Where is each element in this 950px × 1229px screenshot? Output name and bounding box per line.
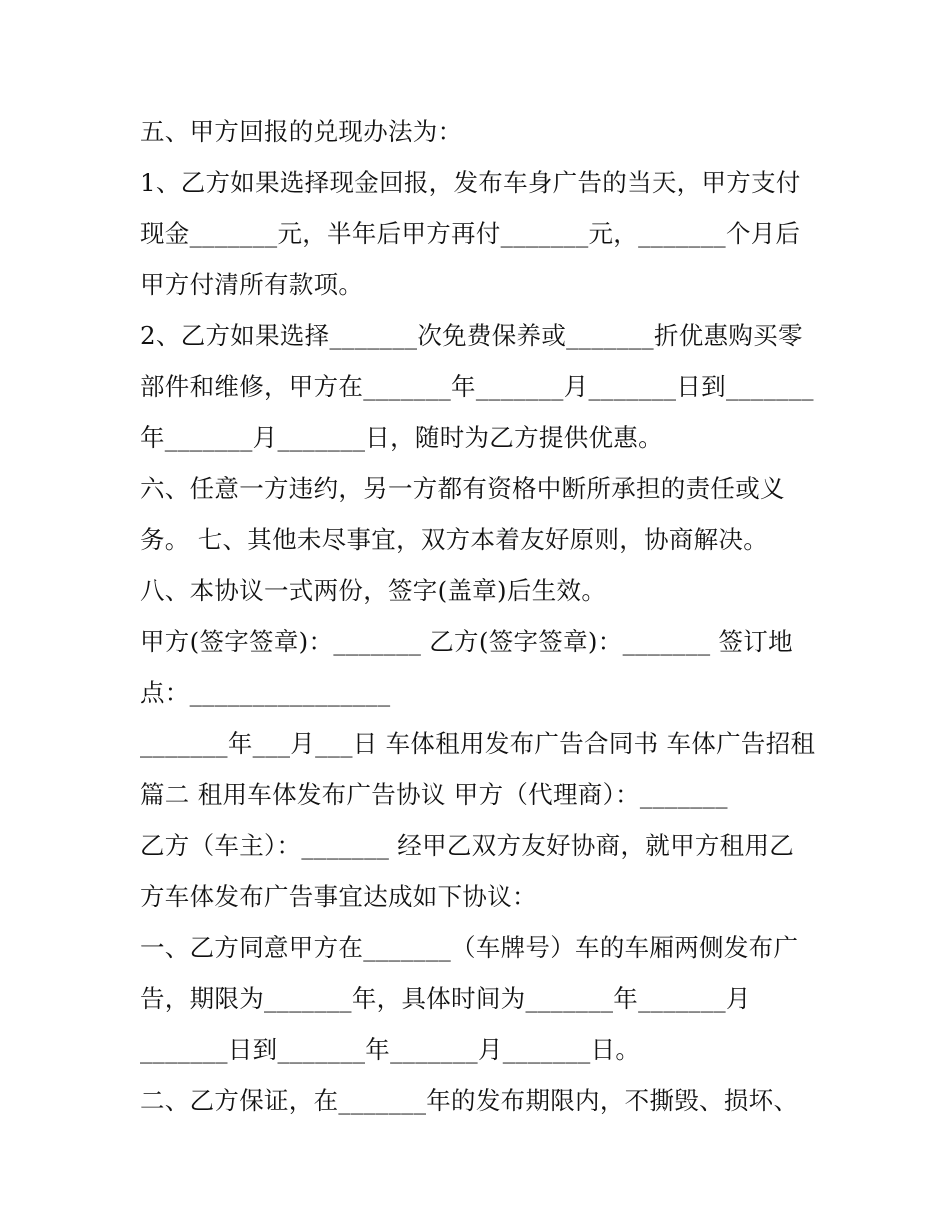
document-body: [140, 106, 820, 1126]
clause-5-2-line-3: 年_______月_______日，随时为乙方提供优惠。: [140, 423, 663, 452]
signature-line-1: 甲方(签字签章)：_______ 乙方(签字签章)：_______ 签订地: [140, 627, 793, 656]
article-1-line-3: _______日到_______年_______月_______日。: [140, 1035, 641, 1064]
article-1-line-1: 一、乙方同意甲方在_______（车牌号）车的车厢两侧发布广: [140, 933, 799, 962]
date-title-line: _______年___月___日 车体租用发布广告合同书 车体广告招租: [140, 729, 816, 758]
clause-5-1-line-3: 甲方付清所有款项。: [140, 270, 364, 299]
section-6-line-1: 六、任意一方违约，另一方都有资格中断所承担的责任或义: [140, 474, 785, 503]
clause-5-2-line-2: 部件和维修，甲方在_______年_______月_______日到_______: [140, 372, 814, 401]
signature-line-2: 点：________________: [140, 678, 391, 707]
clause-5-1-line-2: 现金_______元，半年后甲方再付_______元，_______个月后: [140, 219, 801, 248]
agreement-intro-line: 方车体发布广告事宜达成如下协议：: [140, 882, 537, 911]
article-1-line-2: 告，期限为_______年，具体时间为_______年_______月: [140, 984, 751, 1013]
section-8-line: 八、本协议一式两份，签字(盖章)后生效。: [140, 576, 607, 605]
party-b-line: 乙方（车主）：_______ 经甲乙双方友好协商，就甲方租用乙: [140, 831, 795, 860]
section-5-heading: 五、甲方回报的兑现办法为：: [140, 117, 463, 146]
section-6-7-line-2: 务。 七、其他未尽事宜，双方本着友好原则，协商解决。: [140, 525, 769, 554]
article-2-line-1: 二、乙方保证，在_______年的发布期限内，不撕毁、损坏、: [140, 1086, 799, 1115]
clause-5-2-line-1: 2、乙方如果选择_______次免费保养或_______折优惠购买零: [140, 321, 803, 350]
agreement-two-heading: 篇二 租用车体发布广告协议 甲方（代理商）：_______: [140, 780, 728, 809]
clause-5-1-line-1: 1、乙方如果选择现金回报，发布车身广告的当天，甲方支付: [140, 168, 801, 197]
